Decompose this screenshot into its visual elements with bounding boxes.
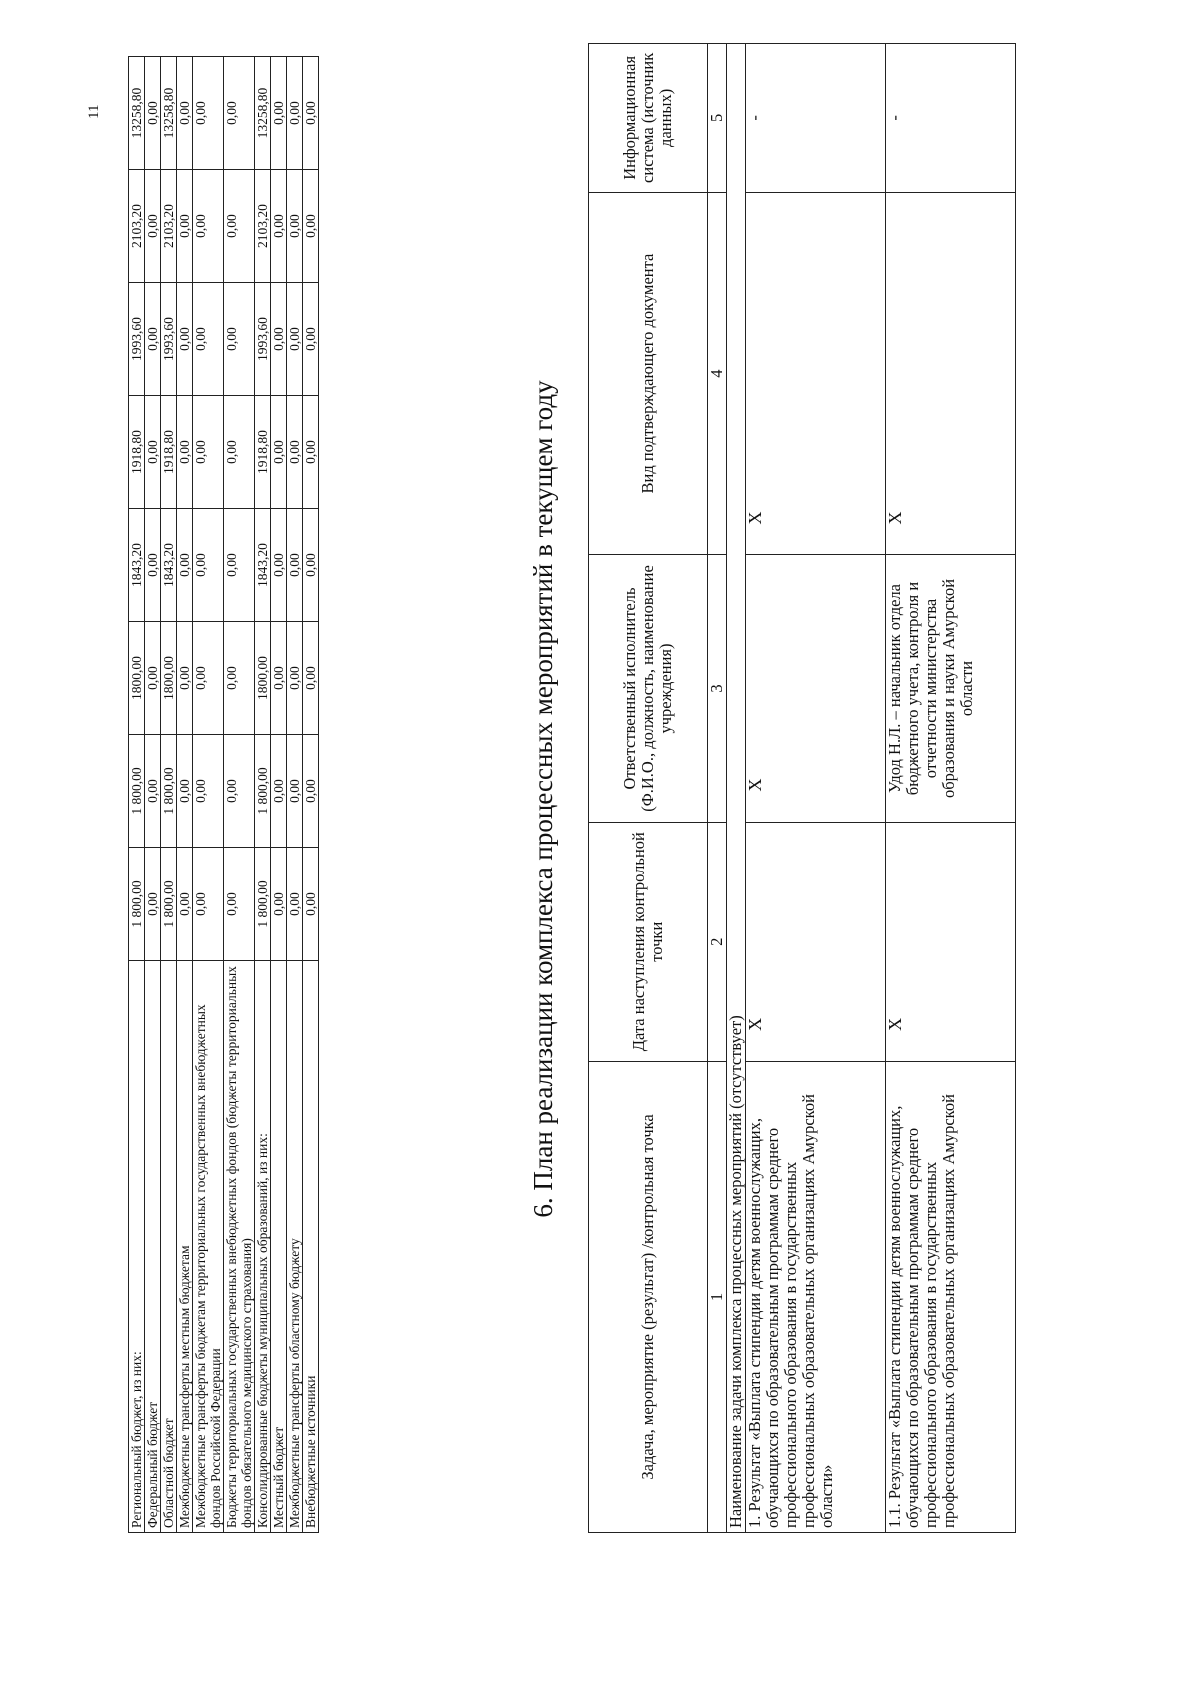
budget-row-value: 0,00 [193, 170, 224, 283]
budget-row-value: 1993,60 [129, 283, 145, 396]
budget-row-value: 0,00 [224, 735, 255, 848]
budget-row-value: 0,00 [287, 848, 303, 961]
budget-row-label: Бюджеты территориальных государственных внебюджетных фондов (бюджеты территориальных фондов обязательного медицинского страхования) [224, 961, 255, 1533]
budget-row-value: 0,00 [193, 622, 224, 735]
budget-row-value: 0,00 [193, 57, 224, 170]
budget-row-value: 0,00 [287, 170, 303, 283]
budget-row-value: 1993,60 [255, 283, 271, 396]
budget-row-label: Местный бюджет [271, 961, 287, 1533]
budget-row-label: Межбюджетные трансферты областному бюджету [287, 961, 303, 1533]
budget-row-value: 0,00 [145, 848, 161, 961]
budget-row-value: 0,00 [303, 848, 319, 961]
budget-row [161, 57, 177, 1533]
budget-row-value: 13258,80 [255, 57, 271, 170]
budget-row-value: 0,00 [271, 396, 287, 509]
budget-row-value: 0,00 [303, 57, 319, 170]
header-executor: Ответственный исполнитель (Ф.И.О., должность, наименование учреждения) [589, 555, 708, 822]
budget-row-value: 0,00 [224, 848, 255, 961]
budget-row [193, 57, 224, 1533]
column-number: 1 [708, 1061, 727, 1532]
budget-row-value: 0,00 [303, 283, 319, 396]
budget-row-value: 0,00 [177, 396, 193, 509]
plan-row-document: Х [886, 192, 1016, 555]
budget-row-value: 0,00 [271, 622, 287, 735]
budget-row-label: Консолидированные бюджеты муниципальных образований, из них: [255, 961, 271, 1533]
budget-row-value: 0,00 [303, 509, 319, 622]
budget-row-value: 1 800,00 [161, 735, 177, 848]
budget-row-value: 0,00 [287, 622, 303, 735]
budget-row-value: 0,00 [271, 848, 287, 961]
budget-row-value: 1800,00 [255, 622, 271, 735]
budget-row-value: 0,00 [145, 509, 161, 622]
budget-row-value: 0,00 [145, 622, 161, 735]
budget-row-value: 0,00 [193, 509, 224, 622]
budget-row-value: 0,00 [287, 735, 303, 848]
budget-row-value: 0,00 [271, 735, 287, 848]
budget-row-value: 0,00 [271, 283, 287, 396]
budget-row-value: 0,00 [145, 57, 161, 170]
budget-row [129, 57, 145, 1533]
budget-row-value: 0,00 [145, 396, 161, 509]
budget-row-value: 0,00 [193, 283, 224, 396]
budget-row-value: 0,00 [224, 170, 255, 283]
budget-row-label: Внебюджетные источники [303, 961, 319, 1533]
budget-row-label: Межбюджетные трансферты местным бюджетам [177, 961, 193, 1533]
budget-row-value: 0,00 [287, 396, 303, 509]
budget-row-label: Межбюджетные трансферты бюджетам территориальных государственных внебюджетных фондов Российской Федерации [193, 961, 224, 1533]
budget-row-label: Областной бюджет [161, 961, 177, 1533]
budget-row-value: 0,00 [145, 735, 161, 848]
budget-row-value: 0,00 [177, 735, 193, 848]
column-number: 3 [708, 555, 727, 822]
task-row [727, 44, 746, 1533]
budget-row-value: 1 800,00 [255, 848, 271, 961]
budget-row-value: 2103,20 [161, 170, 177, 283]
column-number: 4 [708, 192, 727, 555]
budget-row-value: 1 800,00 [129, 735, 145, 848]
budget-row-value: 1800,00 [161, 622, 177, 735]
budget-row-value: 0,00 [177, 848, 193, 961]
plan-row-name: 1. Результат «Выплата стипендии детям военнослужащих, обучающихся по образовательным программам среднего профессионального образования в государственных профессиональных образовательных организациях Амурской области» [746, 1061, 886, 1532]
budget-table-body [129, 57, 319, 1533]
budget-row-value: 0,00 [145, 170, 161, 283]
budget-row-value: 0,00 [177, 170, 193, 283]
budget-row-value: 0,00 [271, 170, 287, 283]
budget-row-value: 1843,20 [255, 509, 271, 622]
plan-row-date: Х [746, 822, 886, 1061]
budget-row-value: 1 800,00 [161, 848, 177, 961]
budget-row-value: 13258,80 [161, 57, 177, 170]
header-task: Задача, мероприятие (результат) /контрольная точка [589, 1061, 708, 1532]
task-name: Наименование задачи комплекса процессных мероприятий (отсутствует) [727, 44, 746, 1533]
plan-row-date: Х [886, 822, 1016, 1061]
budget-row-value: 0,00 [145, 283, 161, 396]
budget-row-value: 0,00 [177, 509, 193, 622]
budget-row-label: Региональный бюджет, из них: [129, 961, 145, 1533]
budget-row-label: Федеральный бюджет [145, 961, 161, 1533]
column-number: 5 [708, 44, 727, 193]
budget-row-value: 0,00 [177, 57, 193, 170]
budget-row-value: 0,00 [193, 396, 224, 509]
column-number-row [708, 44, 727, 1533]
page-number: 11 [86, 104, 102, 119]
plan-row-executor: Х [746, 555, 886, 822]
budget-row-value: 0,00 [271, 57, 287, 170]
budget-row-value: 0,00 [287, 57, 303, 170]
plan-header-row [589, 44, 708, 1533]
budget-row-value: 0,00 [287, 509, 303, 622]
budget-row-value: 1 800,00 [129, 848, 145, 961]
plan-row [746, 44, 886, 1533]
column-number: 2 [708, 822, 727, 1061]
budget-row-value: 1843,20 [129, 509, 145, 622]
budget-row-value: 0,00 [303, 396, 319, 509]
budget-row-value: 1843,20 [161, 509, 177, 622]
plan-row-system: - [886, 44, 1016, 193]
budget-row-value: 1 800,00 [255, 735, 271, 848]
budget-row-value: 0,00 [303, 735, 319, 848]
budget-row-value: 0,00 [224, 57, 255, 170]
budget-row [224, 57, 255, 1533]
budget-row-value: 0,00 [193, 735, 224, 848]
budget-row-value: 2103,20 [255, 170, 271, 283]
budget-row [145, 57, 161, 1533]
plan-row-executor: Удод Н.Л. – начальник отдела бюджетного учета, контроля и отчетности министерства образования и науки Амурской области [886, 555, 1016, 822]
budget-row-value: 0,00 [303, 622, 319, 735]
budget-row-value: 0,00 [177, 283, 193, 396]
budget-table [128, 56, 319, 1533]
budget-row [287, 57, 303, 1533]
plan-row [886, 44, 1016, 1533]
budget-row-value: 0,00 [287, 283, 303, 396]
budget-row-value: 0,00 [177, 622, 193, 735]
budget-row-value: 0,00 [224, 509, 255, 622]
section-title: 6. План реализации комплекса процессных мероприятий в текущем году [528, 380, 558, 1218]
budget-row-value: 1918,80 [255, 396, 271, 509]
budget-row-value: 0,00 [193, 848, 224, 961]
header-document: Вид подтверждающего документа [589, 192, 708, 555]
budget-row-value: 1993,60 [161, 283, 177, 396]
budget-row-value: 0,00 [224, 622, 255, 735]
budget-row [271, 57, 287, 1533]
plan-row-name: 1.1. Результат «Выплата стипендии детям военнослужащих, обучающихся по образовательным программам среднего профессионального образования в государственных профессиональных образовательных организациях Амурской [886, 1061, 1016, 1532]
budget-row [303, 57, 319, 1533]
header-system: Информационная система (источник данных) [589, 44, 708, 193]
budget-row-value: 2103,20 [129, 170, 145, 283]
budget-row [177, 57, 193, 1533]
budget-row-value: 0,00 [224, 283, 255, 396]
budget-row-value: 1918,80 [161, 396, 177, 509]
plan-row-document: Х [746, 192, 886, 555]
plan-table [588, 43, 1016, 1533]
header-date: Дата наступления контрольной точки [589, 822, 708, 1061]
budget-row-value: 0,00 [303, 170, 319, 283]
budget-row [255, 57, 271, 1533]
budget-row-value: 1800,00 [129, 622, 145, 735]
budget-row-value: 1918,80 [129, 396, 145, 509]
budget-row-value: 0,00 [224, 396, 255, 509]
budget-row-value: 0,00 [271, 509, 287, 622]
plan-row-system: - [746, 44, 886, 193]
budget-row-value: 13258,80 [129, 57, 145, 170]
